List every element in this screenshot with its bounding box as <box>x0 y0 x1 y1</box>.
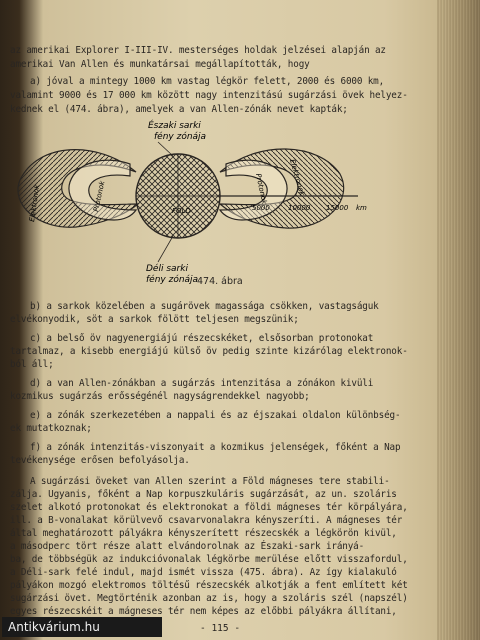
text-line: tevékenysége erősen befolyásolja. <box>10 455 190 466</box>
text-line: pályákon mozgó elektromos töltésű részecskék alkotják a fent említett két <box>10 580 408 591</box>
south-label-2: fény zónája <box>146 275 199 285</box>
text-line: ból áll; <box>10 359 54 370</box>
north-label-1: Északi sarki <box>148 121 201 131</box>
text-line: ek mutatkoznak; <box>10 423 92 434</box>
north-label-2: fény zónája <box>154 132 207 142</box>
scale-15000: 15000 <box>326 204 349 212</box>
text-line: elvékonyodik, söt a sarkok fölött teljesen megszünik; <box>10 314 299 325</box>
text-line: a másodperc tört része alatt elvándorolnak az Északi-sark irányá- <box>10 541 365 552</box>
text-line: A sugárzási öveket van Allen szerint a Föld mágneses tere stabili- <box>30 476 390 487</box>
scale-5000: 5000 <box>252 204 270 212</box>
text-line: c) a belső öv nagyenergiájú részecskéket, elsősorban protonokat <box>30 333 374 344</box>
text-line: ba, de többségük az indukcióvonalak légkörbe merülése előtt visszafordul, <box>10 554 408 565</box>
text-line: ill. a B-vonalakat körülvevő csavarvonalakra kényszeríti. A mágneses tér <box>10 515 403 526</box>
text-line: zálja. Ugyanis, főként a Nap korpuszkuláris sugárzását, az un. szoláris <box>10 489 397 500</box>
proton-label-right: Protonok <box>254 172 269 205</box>
text-line: az amerikai Explorer I-III-IV. mesterséges holdak jelzései alapján az <box>10 45 386 56</box>
figure-caption: 474. ábra <box>197 276 243 287</box>
van-allen-diagram <box>8 112 428 297</box>
text-line: e) a zónák szerkezetében a nappali és az éjszakai oldalon különbség- <box>30 410 401 421</box>
text-line: f) a zónák intenzitás-viszonyait a kozmikus jelenségek, főként a Nap <box>30 442 401 453</box>
page-number: - 115 - <box>200 623 241 634</box>
text-line: tartalmaz, a kisebb energiájú külső öv pedig szinte kizárólag elektronok- <box>10 346 408 357</box>
text-line: a Déli-sark felé indul, majd ismét vissza (475. ábra). Az így kialakuló <box>10 567 397 578</box>
proton-label-left: Protonok <box>92 180 107 213</box>
page-edge <box>437 0 480 640</box>
text-line: valamint 9000 és 17 000 km között nagy intenzitású sugárzási övek helyez- <box>10 90 408 101</box>
text-line: egyes részecskéit a mágneses tér nem képes az előbbi pályákra állítani, <box>10 606 397 617</box>
scale-unit: km <box>356 204 367 212</box>
text-line: d) a van Allen-zónákban a sugárzás intenzitása a zónákon kivüli <box>30 378 374 389</box>
text-line: szelet alkotó protonokat és elektronokat a földi mágneses tér körpályára, <box>10 502 408 513</box>
text-line: a) jóval a mintegy 1000 km vastag légkör felett, 2000 és 6000 km, <box>30 76 385 87</box>
scale-10000: 10000 <box>288 204 311 212</box>
south-label-1: Déli sarki <box>146 264 188 274</box>
electron-label-right: Elektronok <box>288 158 307 197</box>
text-line: amerikai Van Allen és munkatársai megállapították, hogy <box>10 59 310 70</box>
electron-label-left: Elektronok <box>28 184 42 223</box>
text-line: kozmikus sugárzás erősségénél nagyságrendekkel nagyobb; <box>10 391 310 402</box>
earth-label: FÖLD <box>172 207 191 215</box>
watermark: Antikvárium.hu <box>2 617 162 637</box>
text-line: sugárzási övet. Megtörténik azonban az is, hogy a szoláris szél (napszél) <box>10 593 408 604</box>
text-line: b) a sarkok közelében a sugárövek magassága csökken, vastagságuk <box>30 301 379 312</box>
text-line: által meghatározott pályákra kényszerített részecskék a légkörön kivül, <box>10 528 397 539</box>
text-line: kednek el (474. ábra), amelyek a van Allen-zónák nevet kapták; <box>10 104 348 115</box>
